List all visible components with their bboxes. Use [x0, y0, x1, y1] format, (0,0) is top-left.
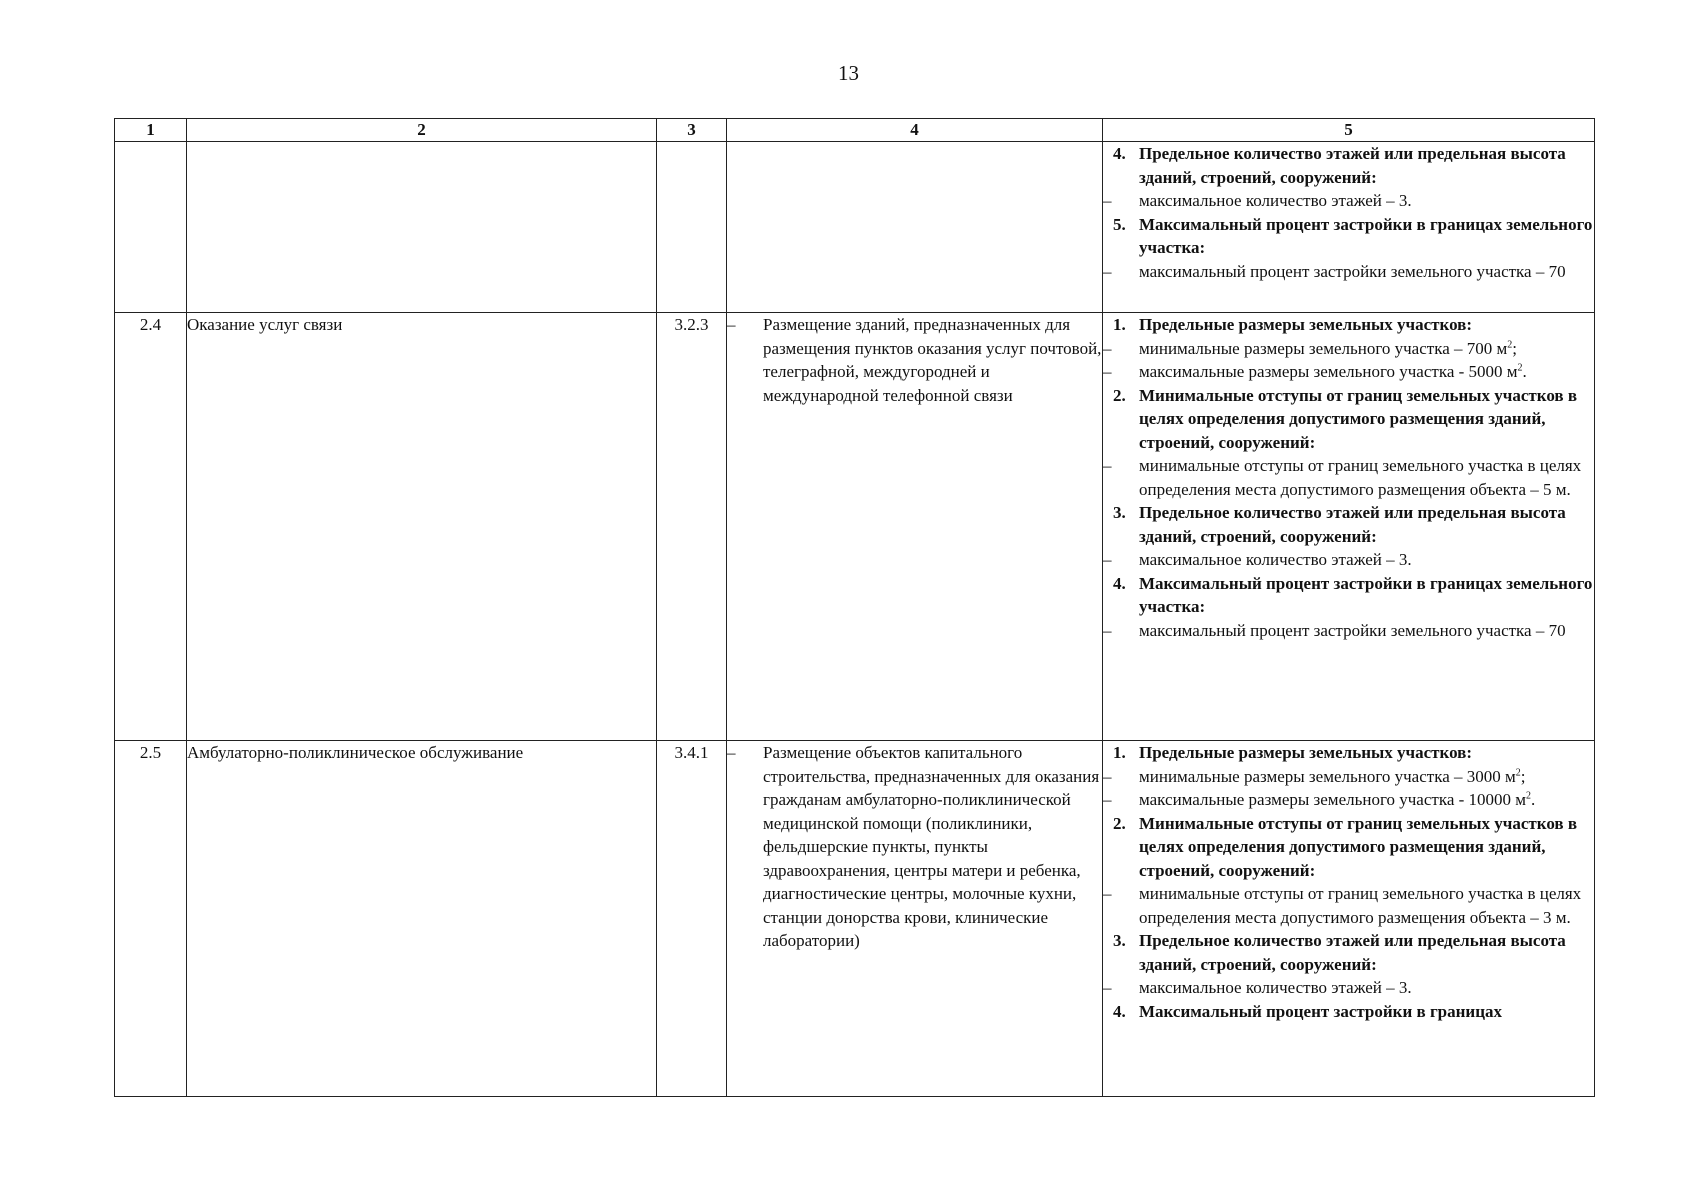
- parameter-heading: [1103, 142, 1594, 189]
- heading-number: 4.: [1113, 144, 1126, 163]
- row-name-cell: [187, 142, 657, 313]
- heading-text: Минимальные отступы от границ земельных участков в целях определения допустимого размещения зданий, строений, сооружений:: [1139, 385, 1578, 452]
- dash-bullet: –: [1103, 261, 1112, 281]
- heading-number: 3.: [1113, 503, 1126, 522]
- bullet-text: [1139, 454, 1594, 501]
- bullet-main-text: максимальный процент застройки земельного участка – 70: [1139, 261, 1566, 281]
- bullet-main-text: максимальные размеры земельного участка - 5000 м: [1139, 362, 1518, 381]
- parameter-heading: [1103, 501, 1594, 548]
- column-header-4: 4: [727, 119, 1103, 142]
- row-parameters-cell: [1103, 313, 1595, 741]
- zoning-table: [114, 118, 1595, 1097]
- page-number: 13: [838, 61, 859, 85]
- bullet-text: [1139, 976, 1594, 1000]
- bullet-main-text: минимальные размеры земельного участка – 700 м: [1139, 338, 1508, 358]
- parameter-bullet: [1103, 765, 1594, 789]
- heading-text: Максимальный процент застройки в границах земельного участка:: [1139, 214, 1593, 257]
- heading-number: 2.: [1113, 385, 1126, 405]
- bullet-text: [1139, 788, 1594, 812]
- table-row: [115, 741, 1595, 1097]
- heading-text: Минимальные отступы от границ земельных участков в целях определения допустимого размещения зданий, строений, сооружений:: [1139, 813, 1578, 880]
- bullet-main-text: максимальный процент застройки земельного участка – 70: [1139, 620, 1566, 640]
- dash-bullet: –: [1103, 766, 1112, 786]
- parameter-bullet: [1103, 882, 1594, 929]
- description-item: [727, 741, 1102, 953]
- dash-bullet: –: [1103, 456, 1112, 475]
- heading-text: Предельные размеры земельных участков:: [1139, 743, 1473, 762]
- parameter-bullet: [1103, 548, 1594, 572]
- parameter-bullet: [1103, 189, 1594, 213]
- dash-bullet: –: [727, 743, 736, 762]
- heading-text: Предельное количество этажей или предельная высота зданий, строений, сооружений:: [1139, 503, 1566, 546]
- parameter-heading: [1103, 313, 1594, 337]
- bullet-main-text: минимальные отступы от границ земельного участка в целях определения места допустимого размещения объекта – 3 м.: [1139, 884, 1582, 927]
- dash-bullet: –: [1103, 790, 1112, 809]
- parameter-bullet: [1103, 260, 1594, 284]
- row-code-cell: 3.2.3: [657, 313, 727, 741]
- heading-number: 5.: [1113, 214, 1126, 234]
- bullet-text: [1139, 360, 1594, 384]
- bullet-text: [1139, 882, 1594, 929]
- row-description-cell: [727, 142, 1103, 313]
- bullet-main-text: максимальное количество этажей – 3.: [1139, 191, 1412, 210]
- parameter-heading: [1103, 741, 1594, 765]
- dash-bullet: –: [1103, 550, 1112, 569]
- parameter-bullet: [1103, 360, 1594, 384]
- superscript: 2: [1517, 362, 1523, 374]
- row-name-cell: Амбулаторно-поликлиническое обслуживание: [187, 741, 657, 1097]
- dash-bullet: –: [1103, 191, 1112, 210]
- bullet-main-text: минимальные размеры земельного участка – 3000 м: [1139, 766, 1516, 786]
- row-description-cell: [727, 313, 1103, 741]
- parameter-heading: [1103, 572, 1594, 619]
- parameter-heading: [1103, 213, 1594, 260]
- description-item: [727, 313, 1102, 407]
- bullet-main-text: максимальные размеры земельного участка - 10000 м: [1139, 790, 1527, 809]
- table-header-row: [115, 119, 1595, 142]
- dash-bullet: –: [1103, 884, 1112, 903]
- parameter-bullet: [1103, 976, 1594, 1000]
- dash-bullet: –: [1103, 338, 1112, 358]
- bullet-text: [1139, 337, 1594, 361]
- description-text: Размещение зданий, предназначенных для размещения пунктов оказания услуг почтовой, телеграфной, междугородней и международной телефонной связи: [763, 315, 1102, 405]
- superscript: 2: [1507, 338, 1513, 350]
- heading-number: 4.: [1113, 1001, 1126, 1021]
- parameter-heading: [1103, 1000, 1594, 1024]
- row-parameters-cell: [1103, 142, 1595, 313]
- heading-text: Предельные размеры земельных участков:: [1139, 315, 1473, 334]
- heading-number: 1.: [1113, 743, 1126, 762]
- column-header-1: 1: [115, 119, 187, 142]
- bullet-main-text: максимальное количество этажей – 3.: [1139, 978, 1412, 997]
- heading-text: Максимальный процент застройки в границах: [1139, 1001, 1503, 1021]
- heading-number: 1.: [1113, 315, 1126, 334]
- bullet-text: [1139, 189, 1594, 213]
- heading-number: 2.: [1113, 813, 1126, 833]
- row-description-cell: [727, 741, 1103, 1097]
- heading-number: 3.: [1113, 931, 1126, 950]
- heading-number: 4.: [1113, 573, 1126, 593]
- bullet-main-text: максимальное количество этажей – 3.: [1139, 550, 1412, 569]
- table-row: [115, 313, 1595, 741]
- column-header-2: 2: [187, 119, 657, 142]
- parameter-heading: [1103, 929, 1594, 976]
- parameter-bullet: [1103, 619, 1594, 643]
- dash-bullet: –: [1103, 620, 1112, 640]
- heading-text: Максимальный процент застройки в границах земельного участка:: [1139, 573, 1593, 616]
- bullet-main-text: минимальные отступы от границ земельного участка в целях определения места допустимого размещения объекта – 5 м.: [1139, 456, 1582, 499]
- row-name-cell: Оказание услуг связи: [187, 313, 657, 741]
- column-header-3: 3: [657, 119, 727, 142]
- row-code-cell: 3.4.1: [657, 741, 727, 1097]
- table-row: [115, 142, 1595, 313]
- bullet-suffix: ;: [1512, 338, 1517, 358]
- parameter-bullet: [1103, 337, 1594, 361]
- row-code-cell: [657, 142, 727, 313]
- heading-text: Предельное количество этажей или предельная высота зданий, строений, сооружений:: [1139, 931, 1566, 974]
- dash-bullet: –: [727, 315, 736, 334]
- bullet-suffix: .: [1522, 362, 1527, 381]
- parameter-bullet: [1103, 454, 1594, 501]
- bullet-text: [1139, 548, 1594, 572]
- row-number-cell: [115, 142, 187, 313]
- row-number-cell: 2.4: [115, 313, 187, 741]
- bullet-suffix: ;: [1520, 766, 1526, 786]
- column-header-5: 5: [1103, 119, 1595, 142]
- parameter-heading: [1103, 812, 1594, 883]
- parameter-bullet: [1103, 788, 1594, 812]
- superscript: 2: [1515, 766, 1521, 778]
- heading-text: Предельное количество этажей или предельная высота зданий, строений, сооружений:: [1139, 144, 1566, 187]
- dash-bullet: –: [1103, 978, 1112, 997]
- row-number-cell: 2.5: [115, 741, 187, 1097]
- parameter-heading: [1103, 384, 1594, 455]
- row-parameters-cell: [1103, 741, 1595, 1097]
- description-text: Размещение объектов капитального строительства, предназначенных для оказания гражданам амбулаторно-поликлинической медицинской помощи (поликлиники, фельдшерские пункты, пункты здравоохранения, центры матери и ребенка, диагностические центры, молочные кухни, станции донорства крови, клинические лаборатории): [763, 743, 1100, 950]
- bullet-text: [1139, 765, 1594, 789]
- superscript: 2: [1526, 790, 1532, 802]
- bullet-text: [1139, 619, 1594, 643]
- bullet-text: [1139, 260, 1594, 284]
- bullet-suffix: .: [1531, 790, 1536, 809]
- dash-bullet: –: [1103, 362, 1112, 381]
